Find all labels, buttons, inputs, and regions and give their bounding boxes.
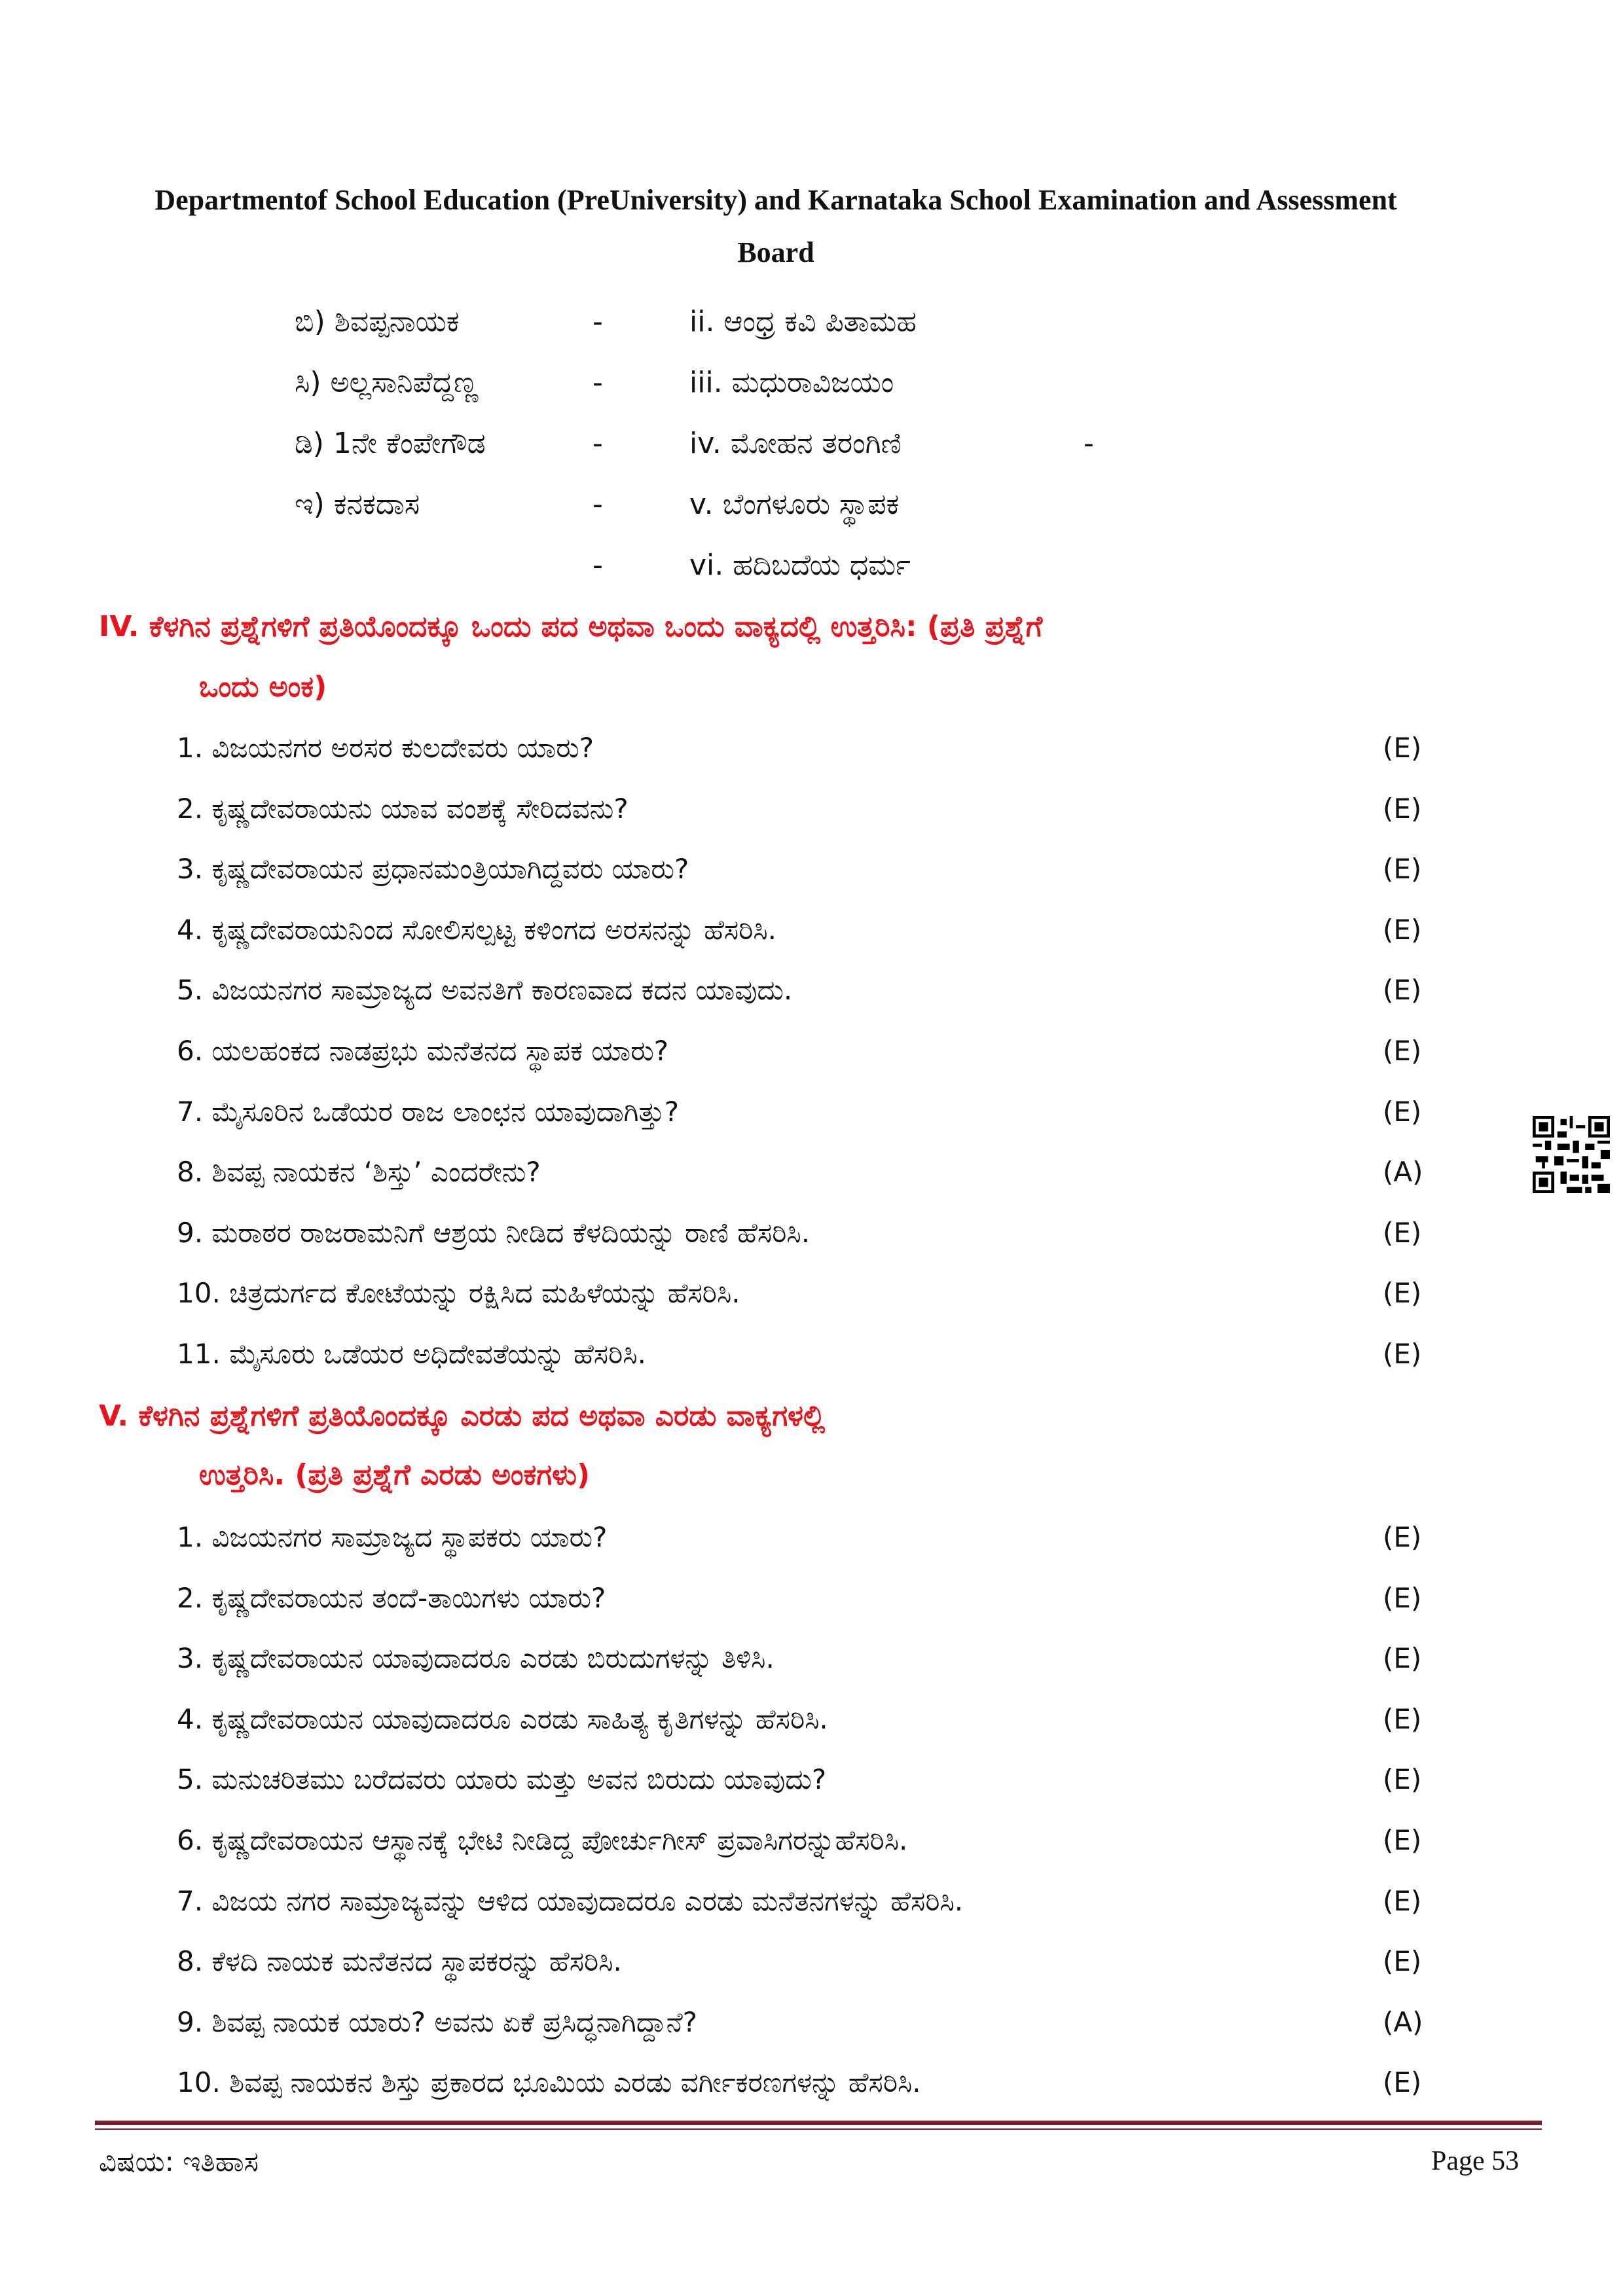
match-right-item: ii. ಆಂಧ್ರ ಕವಿ ಪಿತಾಮಹ [689, 305, 917, 338]
page-number: Page 53 [1431, 2146, 1520, 2176]
question-text: 10. ಚಿತ್ರದುರ್ಗದ ಕೋಟೆಯನ್ನು ರಕ್ಷಿಸಿದ ಮಹಿಳೆಯನ್ನು ಹೆಸರಿಸಿ. [177, 1277, 740, 1310]
section-4-heading: IV. ಕೆಳಗಿನ ಪ್ರಶ್ನೆಗಳಿಗೆ ಪ್ರತಿಯೊಂದಕ್ಕೂ ಒಂದು ಪದ ಅಥವಾ ಒಂದು ವಾಕ್ಯದಲ್ಲಿ ಉತ್ತರಿಸಿ: (ಪ್ರತಿ ಪ್ರಶ್ನೆಗೆ [99, 610, 1043, 643]
question-text: 2. ಕೃಷ್ಣದೇವರಾಯನು ಯಾವ ವಂಶಕ್ಕೆ ಸೇರಿದವನು? [177, 792, 629, 825]
question-tag: (E) [1383, 1824, 1422, 1856]
question-text: 1. ವಿಜಯನಗರ ಸಾಮ್ರಾಜ್ಯದ ಸ್ಥಾಪಕರು ಯಾರು? [177, 1521, 608, 1553]
header-line-2: Board [737, 236, 814, 268]
question-tag: (E) [1383, 1216, 1422, 1249]
match-left-item: ಸಿ) ಅಲ್ಲಸಾನಿಪೆದ್ದಣ್ಣ [295, 366, 479, 399]
question-text: 4. ಕೃಷ್ಣದೇವರಾಯನಿಂದ ಸೋಲಿಸಲ್ಪಟ್ಟ ಕಳಿಂಗದ ಅರಸನನ್ನು ಹೆಸರಿಸಿ. [177, 913, 777, 946]
question-tag: (E) [1383, 1884, 1422, 1917]
question-text: 10. ಶಿವಪ್ಪ ನಾಯಕನ ಶಿಸ್ತು ಪ್ರಕಾರದ ಭೂಮಿಯ ಎರಡು ವರ್ಗೀಕರಣಗಳನ್ನು ಹೆಸರಿಸಿ. [177, 2066, 921, 2099]
question-tag: (E) [1383, 1702, 1422, 1735]
question-tag: (E) [1383, 1277, 1422, 1310]
question-tag: (E) [1383, 853, 1422, 886]
question-tag: (E) [1383, 792, 1422, 825]
question-text: 8. ಕೆಳದಿ ನಾಯಕ ಮನೆತನದ ಸ್ಥಾಪಕರನ್ನು ಹೆಸರಿಸಿ. [177, 1945, 622, 1978]
question-text: 4. ಕೃಷ್ಣದೇವರಾಯನ ಯಾವುದಾದರೂ ಎರಡು ಸಾಹಿತ್ಯ ಕೃತಿಗಳನ್ನು ಹೆಸರಿಸಿ. [177, 1702, 828, 1735]
footer-rule [95, 2121, 1542, 2125]
match-right-item: iii. ಮಧುರಾವಿಜಯಂ [689, 366, 894, 399]
section-5-heading: V. ಕೆಳಗಿನ ಪ್ರಶ್ನೆಗಳಿಗೆ ಪ್ರತಿಯೊಂದಕ್ಕೂ ಎರಡು ಪದ ಅಥವಾ ಎರಡು ವಾಕ್ಯಗಳಲ್ಲಿ [99, 1399, 826, 1433]
question-text: 7. ಮೈಸೂರಿನ ಒಡೆಯರ ರಾಜ ಲಾಂಛನ ಯಾವುದಾಗಿತ್ತು? [177, 1095, 680, 1128]
match-dash: - [593, 427, 603, 460]
question-tag: (E) [1383, 974, 1422, 1007]
question-text: 6. ಕೃಷ್ಣದೇವರಾಯನ ಆಸ್ಥಾನಕ್ಕೆ ಭೇಟಿ ನೀಡಿದ್ದ ಪೋರ್ಚುಗೀಸ್ ಪ್ರವಾಸಿಗರನ್ನುಹೆಸರಿಸಿ. [177, 1824, 908, 1856]
match-dash: - [593, 548, 603, 582]
header-line-1: Departmentof School Education (PreUniversity) and Karnataka School Examination and Assessment [155, 184, 1397, 216]
match-left-item: ಬಿ) ಶಿವಪ್ಪನಾಯಕ [295, 305, 460, 338]
section-4-heading-cont: ಒಂದು ಅಂಕ) [199, 670, 327, 704]
footer-rule-thin [95, 2128, 1542, 2130]
match-left-item: ಡಿ) 1ನೇ ಕೆಂಪೇಗೌಡ [295, 427, 486, 460]
question-tag: (E) [1383, 913, 1422, 946]
question-text: 6. ಯಲಹಂಕದ ನಾಡಪ್ರಭು ಮನೆತನದ ಸ್ಥಾಪಕ ಯಾರು? [177, 1035, 669, 1067]
question-tag: (E) [1383, 1581, 1422, 1614]
question-text: 3. ಕೃಷ್ಣದೇವರಾಯನ ಯಾವುದಾದರೂ ಎರಡು ಬಿರುದುಗಳನ್ನು ತಿಳಿಸಿ. [177, 1642, 775, 1675]
question-tag: (E) [1383, 732, 1422, 764]
question-tag: (E) [1383, 1338, 1422, 1370]
question-tag: (E) [1383, 1763, 1422, 1796]
match-dash: - [593, 488, 603, 521]
question-tag: (E) [1383, 1095, 1422, 1128]
question-text: 5. ವಿಜಯನಗರ ಸಾಮ್ರಾಜ್ಯದ ಅವನತಿಗೆ ಕಾರಣವಾದ ಕದನ ಯಾವುದು. [177, 974, 793, 1007]
question-text: 1. ವಿಜಯನಗರ ಅರಸರ ಕುಲದೇವರು ಯಾರು? [177, 732, 594, 764]
question-tag: (E) [1383, 2066, 1422, 2099]
question-tag: (E) [1383, 1945, 1422, 1978]
match-extra-dash: - [1084, 427, 1094, 460]
question-tag: (A) [1383, 2005, 1423, 2038]
section-5-heading-cont: ಉತ್ತರಿಸಿ. (ಪ್ರತಿ ಪ್ರಶ್ನೆಗೆ ಎರಡು ಅಂಕಗಳು) [199, 1458, 591, 1492]
question-tag: (E) [1383, 1642, 1422, 1675]
match-right-item: v. ಬೆಂಗಳೂರು ಸ್ಥಾಪಕ [689, 488, 900, 521]
match-dash: - [593, 305, 603, 338]
match-right-item: iv. ಮೋಹನ ತರಂಗಿಣಿ [689, 427, 902, 460]
question-tag: (A) [1383, 1156, 1423, 1189]
question-text: 9. ಮರಾಠರ ರಾಜರಾಮನಿಗೆ ಆಶ್ರಯ ನೀಡಿದ ಕೆಳದಿಯನ್ನು ರಾಣಿ ಹೆಸರಿಸಿ. [177, 1216, 811, 1249]
match-left-item: ಇ) ಕನಕದಾಸ [295, 488, 420, 521]
question-text: 3. ಕೃಷ್ಣದೇವರಾಯನ ಪ್ರಧಾನಮಂತ್ರಿಯಾಗಿದ್ದವರು ಯಾರು? [177, 853, 689, 886]
question-text: 11. ಮೈಸೂರು ಒಡೆಯರ ಅಧಿದೇವತೆಯನ್ನು ಹೆಸರಿಸಿ. [177, 1338, 646, 1370]
question-text: 8. ಶಿವಪ್ಪ ನಾಯಕನ ‘ಶಿಸ್ತು’ ಎಂದರೇನು? [177, 1156, 541, 1189]
match-right-item: vi. ಹದಿಬದೆಯ ಧರ್ಮ [689, 548, 911, 582]
question-text: 7. ವಿಜಯ ನಗರ ಸಾಮ್ರಾಜ್ಯವನ್ನು ಆಳಿದ ಯಾವುದಾದರೂ ಎರಡು ಮನೆತನಗಳನ್ನು ಹೆಸರಿಸಿ. [177, 1884, 964, 1917]
question-text: 9. ಶಿವಪ್ಪ ನಾಯಕ ಯಾರು? ಅವನು ಏಕೆ ಪ್ರಸಿದ್ಧನಾಗಿದ್ದಾನೆ? [177, 2005, 697, 2038]
question-text: 2. ಕೃಷ್ಣದೇವರಾಯನ ತಂದೆ-ತಾಯಿಗಳು ಯಾರು? [177, 1581, 606, 1614]
question-tag: (E) [1383, 1035, 1422, 1067]
match-dash: - [593, 366, 603, 399]
footer-subject: ವಿಷಯ: ಇತಿಹಾಸ [99, 2145, 259, 2178]
question-text: 5. ಮನುಚರಿತಮು ಬರೆದವರು ಯಾರು ಮತ್ತು ಅವನ ಬಿರುದು ಯಾವುದು? [177, 1763, 827, 1796]
question-tag: (E) [1383, 1521, 1422, 1553]
qr-code-icon [1532, 1116, 1611, 1193]
